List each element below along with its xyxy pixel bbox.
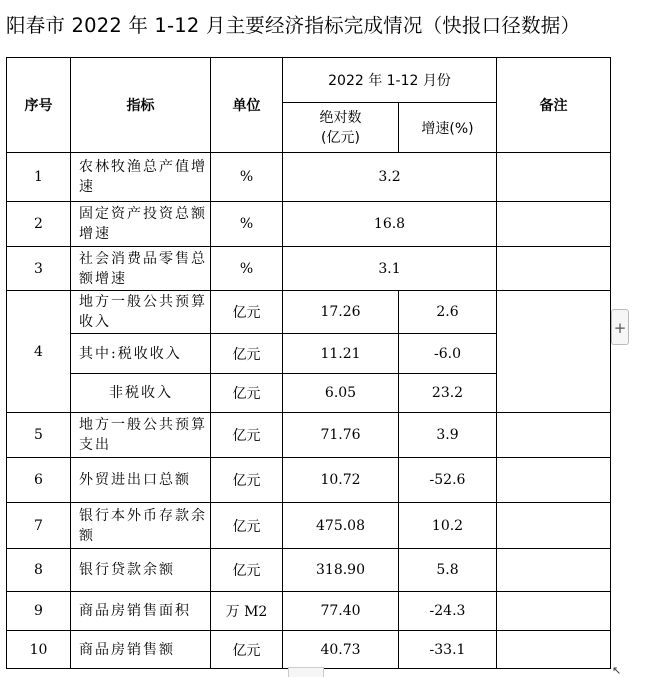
row-growth: 10.2 xyxy=(399,503,497,549)
row-note xyxy=(497,503,611,549)
row-indicator: 银行本外币存款余额 xyxy=(71,503,211,549)
row-merged-value: 3.1 xyxy=(283,247,497,291)
row-growth: 5.8 xyxy=(399,549,497,592)
row-indicator: 地方一般公共预算支出 xyxy=(71,413,211,458)
header-no: 序号 xyxy=(7,58,71,153)
row-absolute: 71.76 xyxy=(283,413,399,458)
row-indicator: 固定资产投资总额增速 xyxy=(71,202,211,247)
row-indicator: 商品房销售面积 xyxy=(71,592,211,631)
row-unit: % xyxy=(211,153,283,202)
row-no: 4 xyxy=(7,291,71,413)
row-absolute: 475.08 xyxy=(283,503,399,549)
indicator-table xyxy=(6,57,611,669)
row-note xyxy=(497,458,611,503)
resize-corner-icon[interactable]: ↖ xyxy=(612,664,622,677)
row-absolute: 318.90 xyxy=(283,549,399,592)
row-growth: -33.1 xyxy=(399,631,497,669)
row-note xyxy=(497,153,611,202)
row-indicator-sub: 其中:税收收入 xyxy=(71,334,211,374)
row-note xyxy=(497,549,611,592)
row-absolute: 11.21 xyxy=(283,334,399,374)
row-absolute: 10.72 xyxy=(283,458,399,503)
row-indicator: 商品房销售额 xyxy=(71,631,211,669)
row-unit: 亿元 xyxy=(211,549,283,592)
row-absolute: 77.40 xyxy=(283,592,399,631)
row-indicator: 外贸进出口总额 xyxy=(71,458,211,503)
row-unit: 亿元 xyxy=(211,374,283,413)
row-note xyxy=(497,291,611,413)
row-unit: 万 M2 xyxy=(211,592,283,631)
row-merged-value: 16.8 xyxy=(283,202,497,247)
row-note xyxy=(497,247,611,291)
row-note xyxy=(497,413,611,458)
row-unit: 亿元 xyxy=(211,503,283,549)
row-note xyxy=(497,592,611,631)
row-merged-value: 3.2 xyxy=(283,153,497,202)
row-note xyxy=(497,631,611,669)
row-note xyxy=(497,202,611,247)
row-unit: 亿元 xyxy=(211,458,283,503)
row-no: 6 xyxy=(7,458,71,503)
page-title: 阳春市 2022 年 1-12 月主要经济指标完成情况（快报口径数据） xyxy=(6,14,581,37)
row-unit: 亿元 xyxy=(211,413,283,458)
row-indicator: 地方一般公共预算收入 xyxy=(71,291,211,334)
row-absolute: 17.26 xyxy=(283,291,399,334)
row-indicator-sub: 非税收入 xyxy=(71,374,211,413)
row-growth: 23.2 xyxy=(399,374,497,413)
header-growth: 增速(%) xyxy=(399,103,497,153)
row-no: 2 xyxy=(7,202,71,247)
header-period: 2022 年 1-12 月份 xyxy=(283,58,497,103)
row-unit: 亿元 xyxy=(211,334,283,374)
row-no: 9 xyxy=(7,592,71,631)
row-indicator: 银行贷款余额 xyxy=(71,549,211,592)
row-no: 3 xyxy=(7,247,71,291)
header-unit: 单位 xyxy=(211,58,283,153)
row-growth: 2.6 xyxy=(399,291,497,334)
row-growth: 3.9 xyxy=(399,413,497,458)
row-growth: -52.6 xyxy=(399,458,497,503)
header-absolute: 绝对数 (亿元) xyxy=(283,103,399,153)
row-unit: 亿元 xyxy=(211,291,283,334)
row-indicator: 农林牧渔总产值增速 xyxy=(71,153,211,202)
row-no: 1 xyxy=(7,153,71,202)
row-no: 7 xyxy=(7,503,71,549)
row-absolute: 6.05 xyxy=(283,374,399,413)
row-absolute: 40.73 xyxy=(283,631,399,669)
row-no: 5 xyxy=(7,413,71,458)
row-unit: % xyxy=(211,202,283,247)
row-no: 8 xyxy=(7,549,71,592)
header-indicator: 指标 xyxy=(71,58,211,153)
row-growth: -6.0 xyxy=(399,334,497,374)
row-indicator: 社会消费品零售总额增速 xyxy=(71,247,211,291)
row-growth: -24.3 xyxy=(399,592,497,631)
row-unit: 亿元 xyxy=(211,631,283,669)
row-unit: % xyxy=(211,247,283,291)
row-no: 10 xyxy=(7,631,71,669)
add-row-button[interactable]: + xyxy=(611,309,629,345)
header-note: 备注 xyxy=(497,58,611,153)
